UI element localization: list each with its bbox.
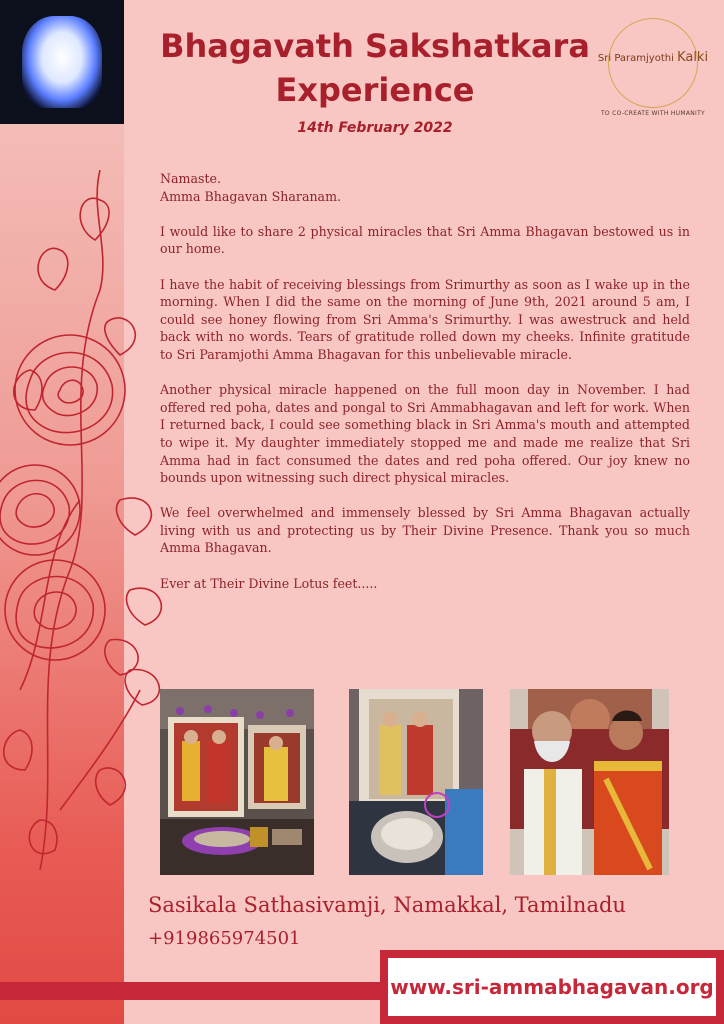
- paragraph-1: I would like to share 2 physical miracles that Sri Amma Bhagavan bestowed us in our home.: [160, 223, 690, 257]
- logo-name-prefix: Sri Paramjyothi: [597, 53, 674, 64]
- rose-flourish-illustration: [0, 170, 180, 890]
- logo-text: [588, 50, 718, 65]
- photo-frame-bowl: [349, 689, 483, 875]
- logo-name-main: Kalki: [677, 50, 709, 65]
- paragraph-4: We feel overwhelmed and immensely blessed by Sri Amma Bhagavan actually living with us and protecting us by Their Divine Presence. Thank you so much Amma Bhagavan.: [160, 505, 690, 556]
- title-line-1: Bhagavath Sakshatkara: [160, 27, 590, 65]
- photo-portrait: [510, 689, 669, 875]
- glow-icon: [22, 16, 102, 108]
- photo-altar: [160, 689, 314, 875]
- greeting-sharanam: Amma Bhagavan Sharanam.: [160, 188, 342, 204]
- closing-line: Ever at Their Divine Lotus feet.....: [160, 575, 378, 591]
- page-title: [130, 24, 620, 112]
- footer-band: [0, 982, 400, 1000]
- light-glow-image: [0, 0, 124, 124]
- greeting-namaste: Namaste.: [160, 171, 221, 186]
- website-link[interactable]: www.sri-ammabhagavan.org: [388, 958, 716, 1016]
- paragraph-2: I have the habit of receiving blessings from Srimurthy as soon as I wake up in the morning. When I did the same on the morning of June 9th, 2021 around 5 am, I could see honey flowing from Sri Amma's Srimurthy. I was awestruck and held back with no words. Tears of gratitude rolled down my cheeks. Infinite gratitude to Sri Paramjothi Amma Bhagavan for this unbelievable miracle.: [160, 276, 690, 362]
- paragraph-3: Another physical miracle happened on the full moon day in November. I had offered red poha, dates and pongal to Sri Ammabhagavan and left for work. When I returned back, I could see something black in Sri Amma's mouth and attempted to wipe it. My daughter immediately stopped me and made me realize that Sri Amma had in fact consumed the dates and red poha offered. Our joy knew no bounds upon witnessing such direct physical miracles.: [160, 382, 690, 486]
- letter-date: 14th February 2022: [297, 120, 453, 136]
- title-line-2: Experience: [275, 71, 475, 109]
- logo-tagline: TO CO-CREATE WITH HUMANITY: [600, 110, 706, 117]
- signature-phone: +919865974501: [148, 928, 301, 949]
- letter-body: [160, 170, 690, 610]
- signature-name: Sasikala Sathasivamji, Namakkal, Tamilnadu: [148, 893, 626, 917]
